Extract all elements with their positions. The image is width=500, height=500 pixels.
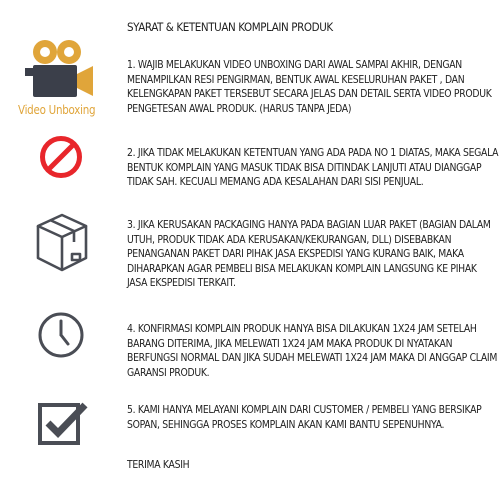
rule-2: 2. JIKA TIDAK MELAKUKAN KETENTUAN YANG ADA PADA NO 1 DIATAS, MAKA SEGALA BENTUK KOMPLAIN YANG MASUK TIDAK BISA DITINDAK LANJUTI ATAU DIANGGAP TIDAK SAH. KECUALI MEMANG ADA KESALAHAN DARI SISI PENJUAL. bbox=[127, 146, 499, 189]
package-box-icon bbox=[34, 212, 90, 274]
rule-4: 4. KONFIRMASI KOMPLAIN PRODUK HANYA BISA DILAKUKAN 1X24 JAM SETELAH BARANG DITERIMA, JIKA MELEWATI 1X24 JAM MAKA PRODUK DI NYATAKAN BERFUNGSI NORMAL DAN JIKA SUDAH MELEWATI 1X24 JAM MAKA DI ANGGAP CLAIM GARANSI PRODUK. bbox=[127, 322, 498, 379]
clock-icon bbox=[37, 311, 85, 359]
video-unboxing-label: Video Unboxing bbox=[18, 103, 96, 117]
page-title: SYARAT & KETENTUAN KOMPLAIN PRODUK bbox=[127, 20, 333, 34]
rule-1: 1. WAJIB MELAKUKAN VIDEO UNBOXING DARI AWAL SAMPAI AKHIR, DENGAN MENAMPILKAN RESI PENGIRMAN, BENTUK AWAL KESELURUHAN PAKET , DAN KELENGKAPAN PAKET TERSEBUT SECARA JELAS DAN DETAIL SERTA VIDEO PRODUK PENGETESAN AWAL PRODUK. (HARUS TANPA JEDA) bbox=[127, 58, 492, 115]
checkbox-check-icon bbox=[37, 399, 89, 447]
rule-5: 5. KAMI HANYA MELAYANI KOMPLAIN DARI CUSTOMER / PEMBELI YANG BERSIKAP SOPAN, SEHINGGA PROSES KOMPLAIN AKAN KAMI BANTU SEPENUHNYA. bbox=[127, 403, 482, 431]
video-camera-icon bbox=[25, 38, 97, 100]
rule-3: 3. JIKA KERUSAKAN PACKAGING HANYA PADA BAGIAN LUAR PAKET (BAGIAN DALAM UTUH, PRODUK TIDAK ADA KERUSAKAN/KEKURANGAN, DLL) DISEBABKAN PENANGANAN PAKET DARI PIHAK JASA EKSPEDISI YANG KURANG BAIK, MAKA DIHARAPKAN AGAR PEMBELI BISA MELAKUKAN KOMPLAIN LANGSUNG KE PIHAK JASA EKSPEDISI TERKAIT. bbox=[127, 218, 491, 290]
closing-text: TERIMA KASIH bbox=[127, 458, 190, 471]
prohibited-icon bbox=[39, 135, 83, 179]
